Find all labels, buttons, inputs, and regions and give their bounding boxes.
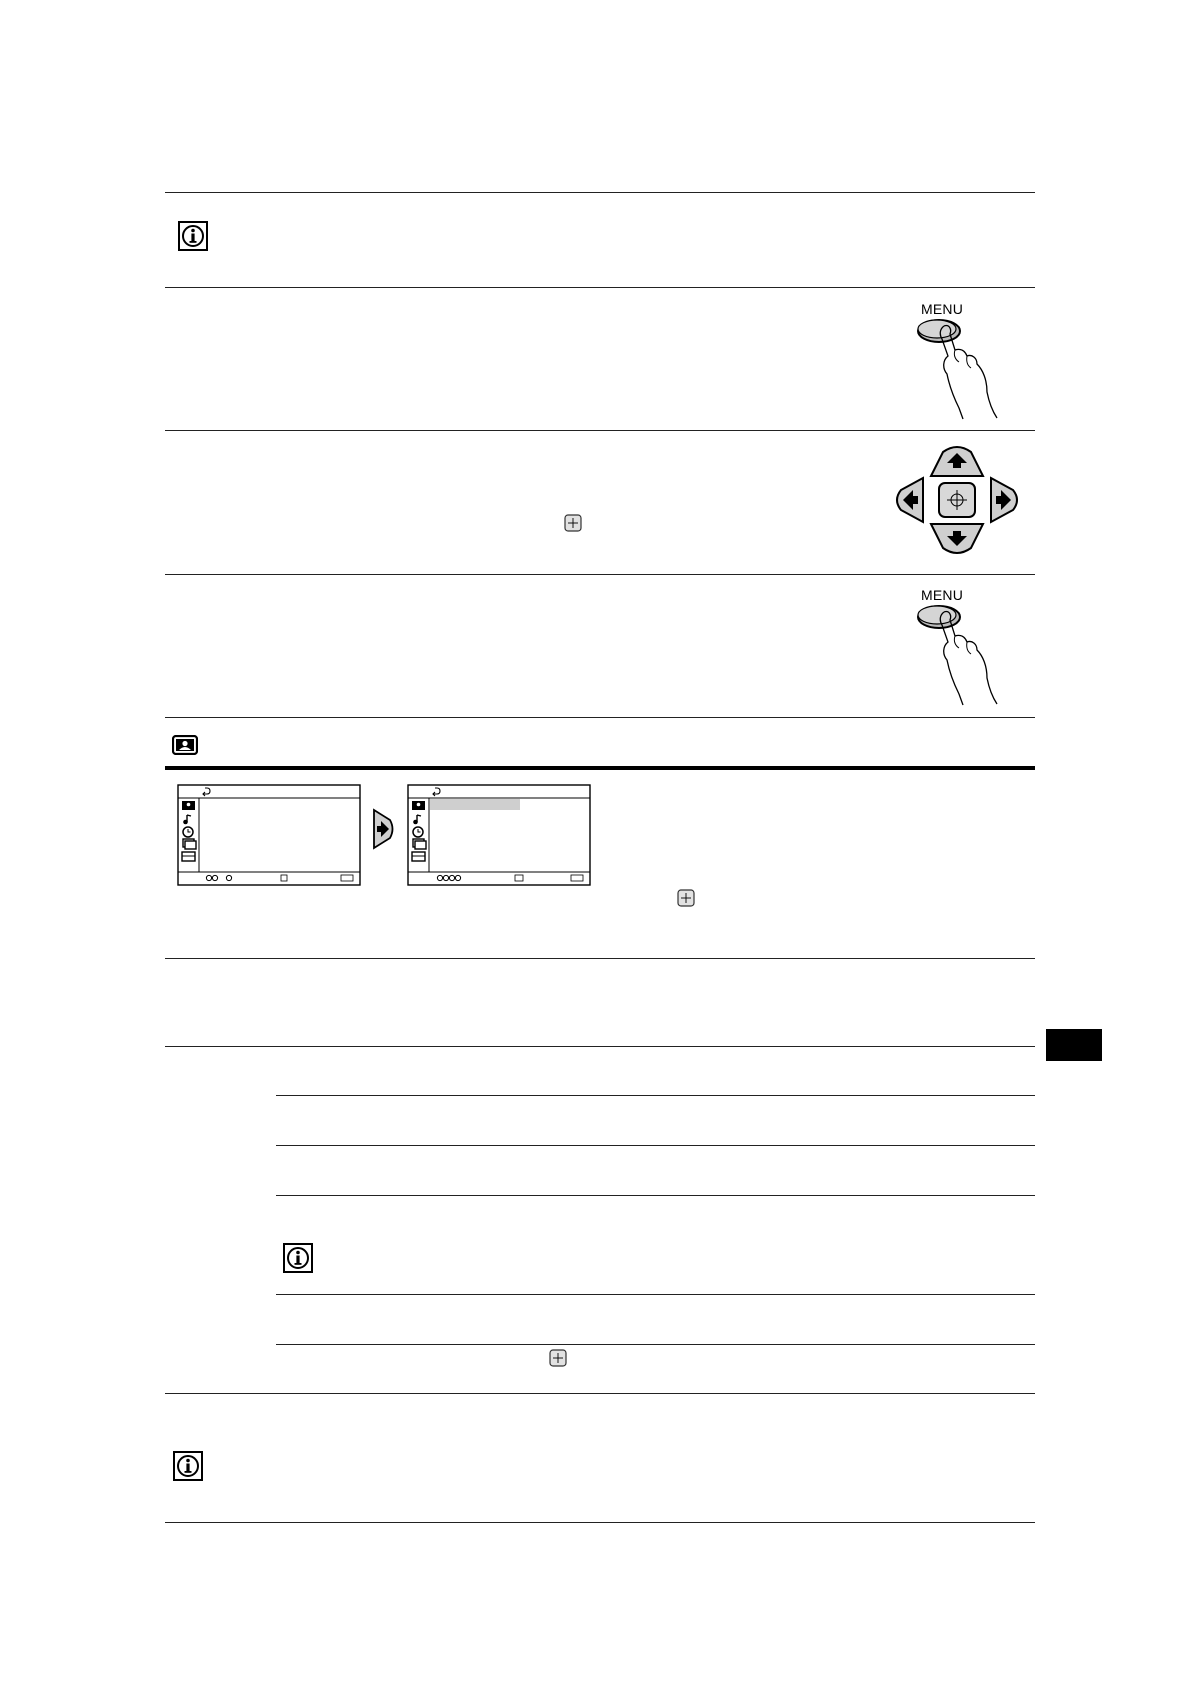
menu-button-label: MENU [921, 587, 964, 603]
menu-button-hand-icon [915, 604, 1005, 706]
osd-menu-screen-icon [407, 784, 591, 886]
section-divider [165, 1393, 1035, 1394]
section-divider [165, 430, 1035, 431]
section-divider [165, 1522, 1035, 1523]
direction-pad-icon [895, 440, 1020, 560]
section-divider-heavy [165, 766, 1035, 770]
section-divider [165, 574, 1035, 575]
ok-button-icon [677, 889, 695, 907]
section-divider [165, 1046, 1035, 1047]
section-divider [165, 192, 1035, 193]
subsection-divider [276, 1294, 1035, 1295]
subsection-divider [276, 1344, 1035, 1345]
chapter-tab-marker [1046, 1029, 1102, 1061]
info-icon [283, 1243, 313, 1273]
subsection-divider [276, 1095, 1035, 1096]
subsection-divider [276, 1195, 1035, 1196]
picture-adjustment-icon [172, 735, 198, 755]
section-divider [165, 287, 1035, 288]
subsection-divider [276, 1145, 1035, 1146]
section-divider [165, 717, 1035, 718]
menu-button-hand-icon [915, 318, 1005, 420]
ok-button-icon [549, 1349, 567, 1367]
osd-menu-screen-icon [177, 784, 361, 886]
info-icon [173, 1451, 203, 1481]
section-divider [165, 958, 1035, 959]
info-icon [178, 221, 208, 251]
menu-button-label: MENU [921, 301, 964, 317]
ok-button-icon [564, 514, 582, 532]
next-arrow-icon [372, 808, 396, 850]
